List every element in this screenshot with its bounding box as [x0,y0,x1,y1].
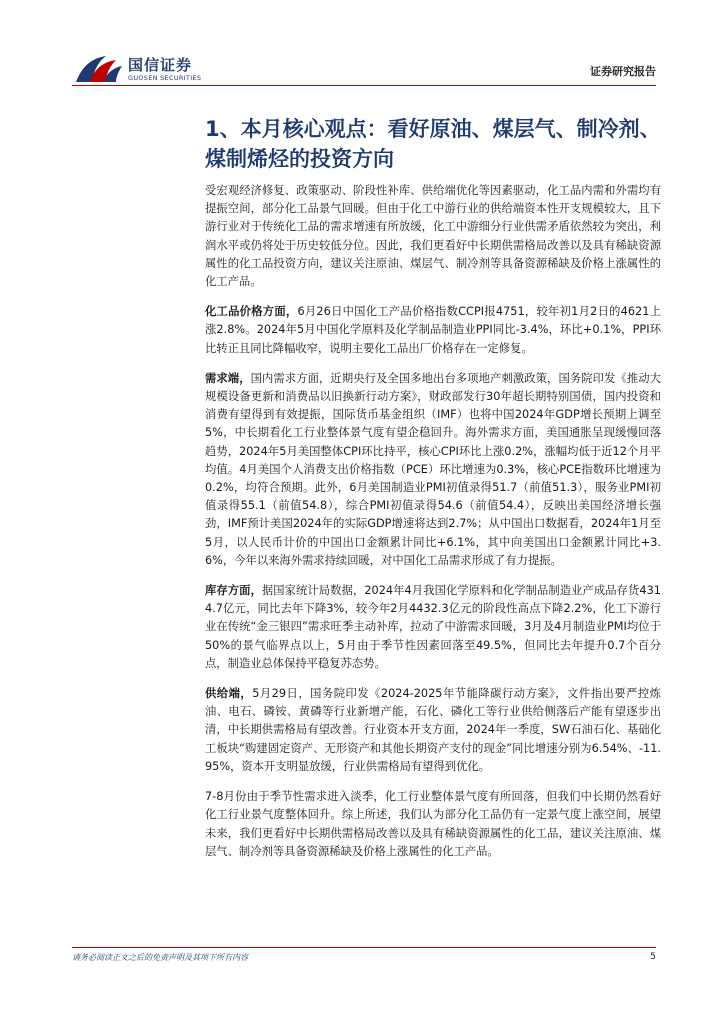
paragraph-text: 7-8月份由于季节性需求进入淡季，化工行业整体景气度有所回落，但我们中长期仍然看好化工行业景气度整体回升。综上所述，我们认为部分化工品仍有一定景气度上涨空间，展望未来，我们更看好中长期供需格局改善以及具有稀缺资源属性的化工品，建议关注原油、煤层气、制冷剂等具备资源稀缺及价格上涨属性的化工产品。 [205,790,661,858]
header-divider [72,85,656,86]
paragraph-demand [205,370,661,570]
body-text [205,182,661,873]
footer-disclaimer: 请务必阅读正文之后的免责声明及其项下所有内容 [72,953,248,962]
guosen-logo [72,52,232,86]
paragraph-text: 国内需求方面，近期央行及全国多地出台多项地产刺激政策，国务院印发《推动大规模设备更新和消费品以旧换新行动方案》，财政部发行30年超长期特别国债，国内投资和消费有望得到有效提振，国际货币基金组织（IMF）也将中国2024年GDP增长预期上调至5%，中长期看化工行业整体景气度有望企稳回升。海外需求方面，美国通胀呈现缓慢回落趋势，2024年5月美国整体CPI环比持平，核心CPI环比上涨0.2%，涨幅均低于近12个月平均值。4月美国个人消费支出价格指数（PCE）环比增速为0.3%，核心PCE指数环比增速为0.2%，均符合预期。此外，6月美国制造业PMI初值录得51.7（前值51.3），服务业PMI初值录得55.1（前值54.8），综合PMI初值录得54.6（前值54.4），反映出美国经济增长强劲，IMF预计美国2024年的实际GDP增速将达到2.7%；从中国出口数据看，2024年1月至5月，以人民币计价的中国出口金额累计同比+6.1%，其中向美国出口金额累计同比+3.6%，今年以来海外需求持续回暖，对中国化工品需求形成了有力提振。 [205,371,661,567]
paragraph-price [205,303,661,358]
paragraph-text: 6月26日中国化工产品价格指数CCPI报4751，较年初1月2日的4621上涨2.8%。2024年5月中国化学原料及化学制品制造业PPI同比-3.4%，环比+0.1%，PPI环比转正且同比降幅收窄，说明主要化工品出厂价格存在一定修复。 [205,305,661,355]
paragraph-intro [205,182,661,291]
logo-english-name: GUOSEN SECURITIES [128,74,202,82]
paragraph-lead: 供给端， [205,687,253,701]
paragraph-supply [205,685,661,776]
paragraph-lead: 需求端， [205,371,251,385]
page-header [0,0,724,90]
footer-divider [72,947,656,948]
section-title: 1、本月核心观点：看好原油、煤层气、制冷剂、煤制烯烃的投资方向 [205,117,661,171]
paragraph-text: 据国家统计局数据，2024年4月我国化学原料和化学制品制造业产成品存货4314.7亿元，同比去年下降3%，较今年2月4432.3亿元的阶段性高点下降2.2%，化工下游行业在传统“金三银四”需求旺季主动补库，拉动了中游需求回暖，3月及4月制造业PMI均位于50%的景气临界点以上，5月由于季节性因素回落至49.5%，但同比去年提升0.7个百分点，制造业总体保持平稳复苏态势。 [205,584,661,670]
paragraph-lead: 库存方面， [205,584,262,598]
guosen-logo-icon [72,52,124,86]
page-number: 5 [650,952,656,962]
paragraph-inventory [205,582,661,673]
logo-chinese-name: 国信证券 [128,56,193,74]
paragraph-text: 受宏观经济修复、政策驱动、阶段性补库、供给端优化等因素驱动，化工品内需和外需均有提振空间，部分化工品景气回暖。但由于化工中游行业的供给端资本性开支规模较大，且下游行业对于传统化工品的需求增速有所放缓，化工中游细分行业供需矛盾依然较为突出，利润水平或仍将处于历史较低分位。因此，我们更看好中长期供需格局改善以及具有稀缺资源属性的化工品投资方向，建议关注原油、煤层气、制冷剂等具备资源稀缺及价格上涨属性的化工产品。 [205,184,661,289]
report-type-label: 证券研究报告 [590,65,656,78]
paragraph-text: 5月29日，国务院印发《2024-2025年节能降碳行动方案》，文件指出要严控炼油、电石、磷铵、黄磷等行业新增产能，石化、磷化工等行业供给侧落后产能有望逐步出清，中长期供需格局有望改善。行业资本开支方面，2024年一季度，SW石油石化、基础化工板块“购建固定资产、无形资产和其他长期资产支付的现金”同比增速分别为6.54%、-11.95%，资本开支明显放缓，行业供需格局有望得到优化。 [205,687,661,773]
paragraph-lead: 化工品价格方面， [205,305,298,319]
paragraph-conclusion [205,788,661,861]
